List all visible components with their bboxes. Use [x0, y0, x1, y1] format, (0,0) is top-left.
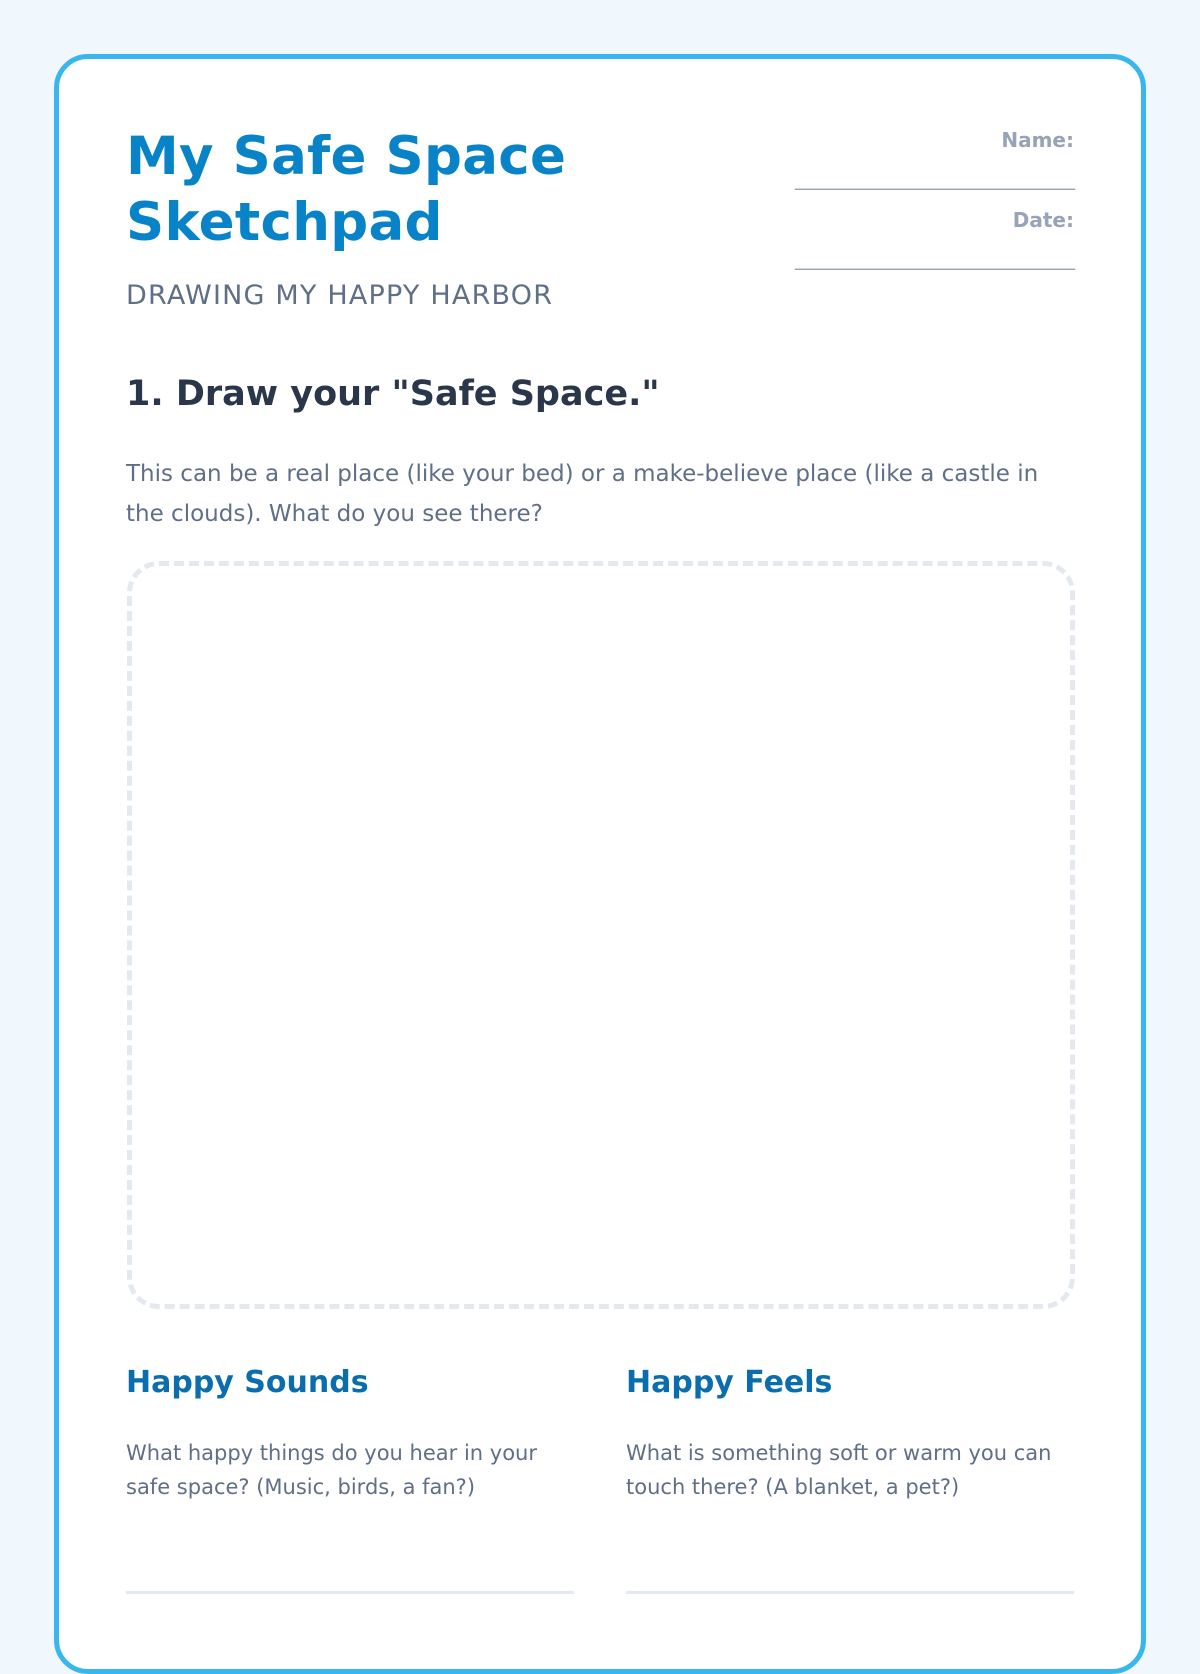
date-blank-line[interactable]: _______________________________ — [795, 246, 1074, 270]
page-title — [126, 124, 566, 256]
happy-feels-heading: Happy Feels — [626, 1365, 833, 1400]
happy-feels-answer-line[interactable] — [626, 1591, 1074, 1594]
name-label: Name: — [1001, 128, 1074, 152]
happy-sounds-answer-line[interactable] — [126, 1591, 574, 1594]
page-subtitle: DRAWING MY HAPPY HARBOR — [126, 280, 554, 311]
page-title-line-2: Sketchpad — [126, 192, 443, 253]
section-1-instructions: This can be a real place (like your bed) or a make-believe place (like a castle in the clouds). What do you see there? — [126, 461, 1039, 527]
happy-sounds-prompt: What happy things do you hear in your safe space? (Music, birds, a fan?) — [126, 1441, 537, 1499]
happy-feels-prompt: What is something soft or warm you can touch there? (A blanket, a pet?) — [626, 1441, 1052, 1499]
name-blank-line[interactable]: _______________________________ — [795, 166, 1074, 190]
drawing-area[interactable] — [127, 561, 1075, 1309]
section-1-heading: 1. Draw your "Safe Space." — [126, 374, 660, 414]
happy-sounds-heading: Happy Sounds — [126, 1365, 369, 1400]
date-label: Date: — [1012, 208, 1074, 232]
page-title-line-1: My Safe Space — [126, 126, 567, 187]
